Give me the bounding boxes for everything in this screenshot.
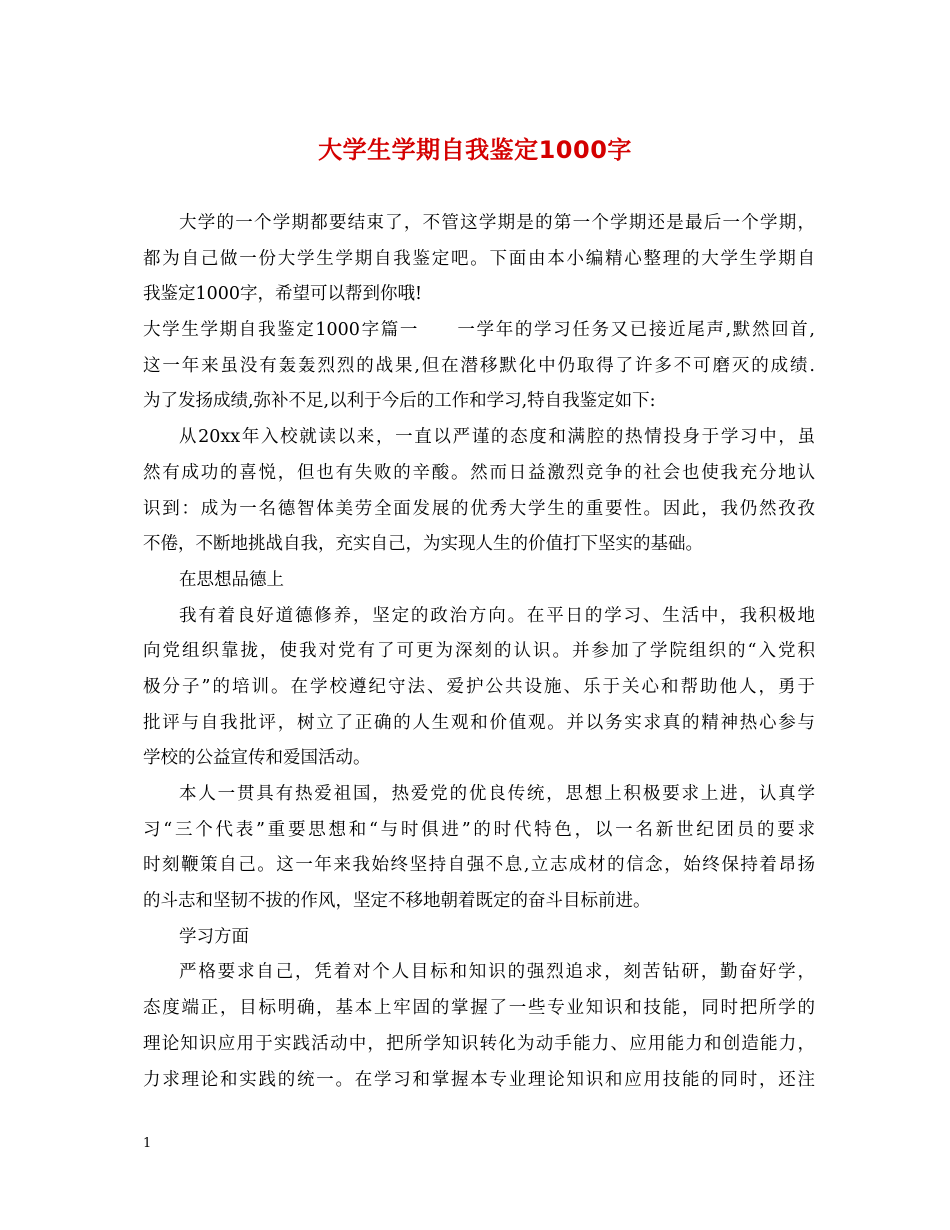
text-line: 识到：成为一名德智体美劳全面发展的优秀大学生的重要性。因此，我仍然孜孜 <box>143 498 815 519</box>
text-line: 我鉴定1000字，希望可以帮到你哦! <box>143 284 423 305</box>
text-line: 力求理论和实践的统一。在学习和掌握本专业理论知识和应用技能的同时，还注 <box>143 1069 815 1090</box>
text-line: 向党组织靠拢，使我对党有了可更为深刻的认识。并参加了学院组织的“入党积 <box>143 641 815 662</box>
text-line: 都为自己做一份大学生学期自我鉴定吧。下面由本小编精心整理的大学生学期自 <box>143 248 815 269</box>
text-line: 的斗志和坚韧不拔的作风，坚定不移地朝着既定的奋斗目标前进。 <box>143 891 651 912</box>
text-line: 习“三个代表”重要思想和“与时俱进”的时代特色，以一名新世纪团员的要求 <box>143 819 815 840</box>
text-line: 时刻鞭策自己。这一年来我始终坚持自强不息,立志成材的信念，始终保持着昂扬 <box>143 855 815 876</box>
text-line: 大学生学期自我鉴定1000字篇一 一学年的学习任务又已接近尾声,默然回首, <box>143 320 815 341</box>
text-line: 极分子”的培训。在学校遵纪守法、爱护公共设施、乐于关心和帮助他人，勇于 <box>143 676 815 697</box>
text-line: 理论知识应用于实践活动中，把所学知识转化为动手能力、应用能力和创造能力， <box>143 1033 815 1054</box>
text-line: 为了发扬成绩,弥补不足,以利于今后的工作和学习,特自我鉴定如下: <box>143 391 656 412</box>
text-line: 学校的公益宣传和爱国活动。 <box>143 748 371 769</box>
text-line: 然有成功的喜悦，但也有失败的辛酸。然而日益激烈竞争的社会也使我充分地认 <box>143 462 815 483</box>
text-line: 学习方面 <box>179 926 249 947</box>
text-line: 本人一贯具有热爱祖国，热爱党的优良传统，思想上积极要求上进，认真学 <box>179 784 815 804</box>
text-line: 态度端正，目标明确，基本上牢固的掌握了一些专业知识和技能，同时把所学的 <box>143 998 815 1019</box>
text-line: 批评与自我批评，树立了正确的人生观和价值观。并以务实求真的精神热心参与 <box>143 712 815 733</box>
text-line: 我有着良好道德修养，坚定的政治方向。在平日的学习、生活中，我积极地 <box>179 605 815 626</box>
text-line: 从20xx年入校就读以来，一直以严谨的态度和满腔的热情投身于学习中，虽 <box>179 427 815 448</box>
text-line: 严格要求自己，凭着对个人目标和知识的强烈追求，刻苦钻研，勤奋好学， <box>179 962 815 983</box>
text-line: 不倦，不断地挑战自我，充实自己，为实现人生的价值打下坚实的基础。 <box>143 534 703 555</box>
text-line: 大学的一个学期都要结束了，不管这学期是的第一个学期还是最后一个学期， <box>179 213 815 233</box>
text-line: 在思想品德上 <box>179 569 284 590</box>
document-body <box>143 206 815 1098</box>
text-line: 这一年来虽没有轰轰烈烈的战果,但在潜移默化中仍取得了许多不可磨灭的成绩. <box>143 355 815 376</box>
page-number: 1 <box>143 1136 152 1151</box>
document-title: 大学生学期自我鉴定1000字 <box>318 136 632 164</box>
